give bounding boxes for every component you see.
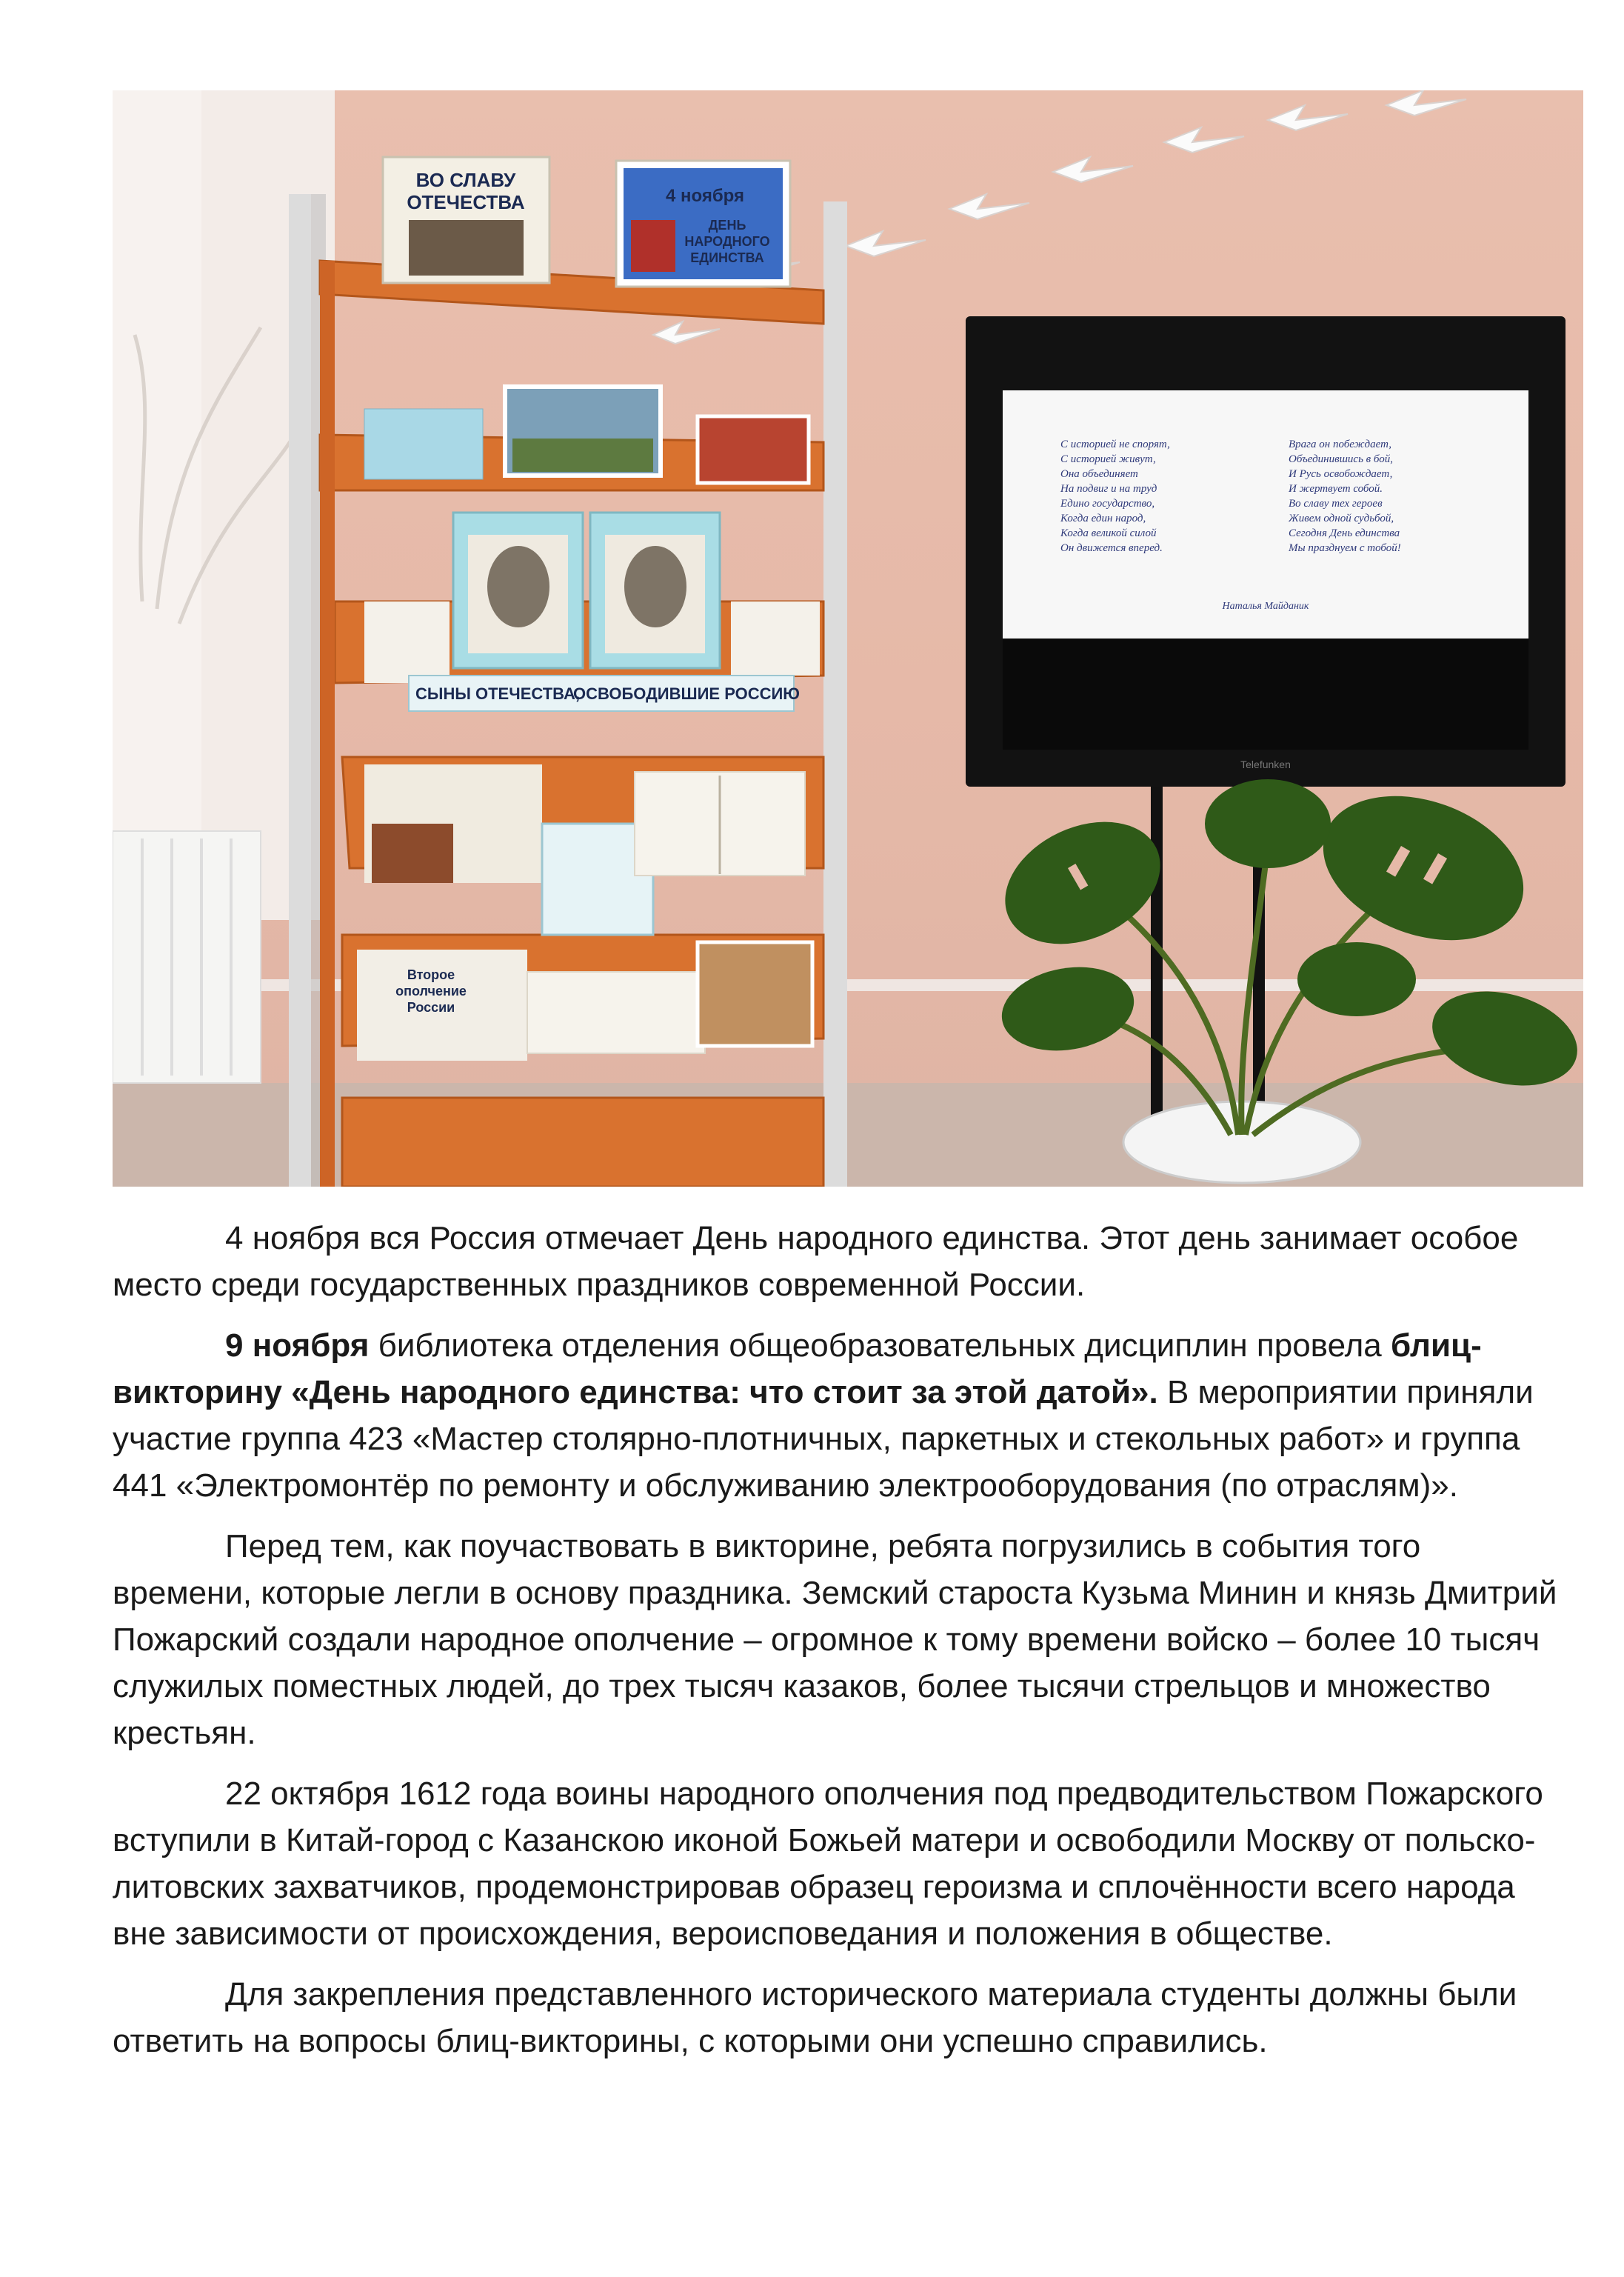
paragraph-2: 9 ноября библиотека отделения общеобразовательных дисциплин провела блиц-викторину «День народного единства: что стоит за этой датой». В мероприятии приняли участие группа 423 «Мастер столярно-плотничных, паркетных и стекольных работ» и группа 441 «Электромонтёр по ремонту и обслуживанию электрооборудования (по отраслям)».	[113, 1327, 1534, 1504]
svg-text:С историей живут,: С историей живут,	[1060, 453, 1156, 465]
event-title: блиц-викторину «День народного единства: что стоит за этой датой».	[113, 1327, 1482, 1410]
svg-text:ОСВОБОДИВШИЕ РОССИЮ: ОСВОБОДИВШИЕ РОССИЮ	[573, 684, 800, 703]
svg-text:Второе: Второе	[407, 967, 455, 982]
svg-text:НАРОДНОГО: НАРОДНОГО	[684, 234, 770, 249]
svg-text:Он движется вперед.: Он движется вперед.	[1060, 542, 1163, 554]
svg-text:Мы празднуем с тобой!: Мы празднуем с тобой!	[1289, 542, 1401, 554]
svg-text:И жертвует собой.: И жертвует собой.	[1289, 483, 1383, 495]
svg-text:ОТЕЧЕСТВА: ОТЕЧЕСТВА	[407, 191, 525, 213]
paragraph-3: Перед тем, как поучаствовать в викторине, ребята погрузились в события того времени, которые легли в основу праздника. Земский староста Кузьма Минин и князь Дмитрий Пожарский создали народное ополчение – огромное к тому времени войско – более 10 тысяч служилых поместных людей, до трех тысяч казаков, более тысячи стрельцов и множество крестьян.	[113, 1528, 1557, 1751]
blue-leaflet	[364, 409, 483, 479]
article-text	[113, 1215, 1564, 2078]
open-book-2	[527, 972, 705, 1053]
svg-text:ВО СЛАВУ: ВО СЛАВУ	[415, 169, 516, 191]
event-date: 9 ноября	[225, 1327, 370, 1364]
sons-banner	[409, 676, 800, 711]
svg-text:Едино государство,: Едино государство,	[1060, 498, 1155, 510]
svg-text:ДЕНЬ: ДЕНЬ	[708, 218, 746, 233]
library-exhibition-photo	[113, 90, 1583, 1187]
tv-screen	[966, 316, 1565, 787]
article-right	[731, 601, 820, 676]
tv-poem-author: Наталья Майданик	[1222, 601, 1309, 612]
history-picture	[698, 942, 812, 1046]
svg-text:И Русь освобождает,: И Русь освобождает,	[1289, 468, 1393, 480]
cathedral-picture	[698, 416, 809, 483]
svg-text:Сегодня День единства: Сегодня День единства	[1289, 527, 1400, 539]
svg-text:Telefunken: Telefunken	[1240, 759, 1291, 770]
unity-day-sign	[616, 161, 790, 287]
paragraph-1: 4 ноября вся Россия отмечает День народного единства. Этот день занимает особое место среди государственных праздников современной России.	[113, 1220, 1519, 1303]
svg-text:Врага он побеждает,: Врага он побеждает,	[1289, 439, 1392, 450]
svg-text:4 ноября: 4 ноября	[665, 186, 745, 206]
svg-text:Объединившись в бой,: Объединившись в бой,	[1289, 453, 1394, 465]
svg-text:ополчение: ополчение	[395, 984, 467, 999]
svg-text:ЕДИНСТВА: ЕДИНСТВА	[690, 250, 764, 265]
svg-text:Когда един народ,: Когда един народ,	[1060, 513, 1146, 524]
radiator	[113, 831, 261, 1083]
second-militia-article	[357, 950, 527, 1061]
article-left	[364, 601, 450, 683]
svg-text:СЫНЫ ОТЕЧЕСТВА,: СЫНЫ ОТЕЧЕСТВА,	[415, 684, 580, 703]
svg-text:С историей не спорят,: С историей не спорят,	[1060, 439, 1170, 450]
svg-text:На подвиг и на труд: На подвиг и на труд	[1060, 483, 1157, 495]
svg-text:Когда великой силой: Когда великой силой	[1060, 527, 1157, 539]
svg-text:России: России	[407, 1000, 455, 1015]
pozharsky-portrait	[590, 513, 720, 668]
paragraph-4: 22 октября 1612 года воины народного ополчения под предводительством Пожарского вступили в Китай-город с Казанскою иконой Божьей матери и освободили Москву от польско-литовских захватчиков, продемонстрировав образец героизма и сплочённости всего народа вне зависимости от происхождения, вероисповедания и положения в обществе.	[113, 1776, 1543, 1952]
svg-text:Живем одной судьбой,: Живем одной судьбой,	[1289, 513, 1394, 524]
minin-portrait	[453, 513, 583, 668]
svg-text:Во славу тех героев: Во славу тех героев	[1289, 498, 1383, 510]
glory-sign	[383, 157, 549, 283]
svg-text:Она объединяет: Она объединяет	[1060, 468, 1138, 480]
paragraph-5: Для закрепления представленного исторического материала студенты должны были ответить на вопросы блиц-викторины, с которыми они успешно справились.	[113, 1976, 1517, 2059]
